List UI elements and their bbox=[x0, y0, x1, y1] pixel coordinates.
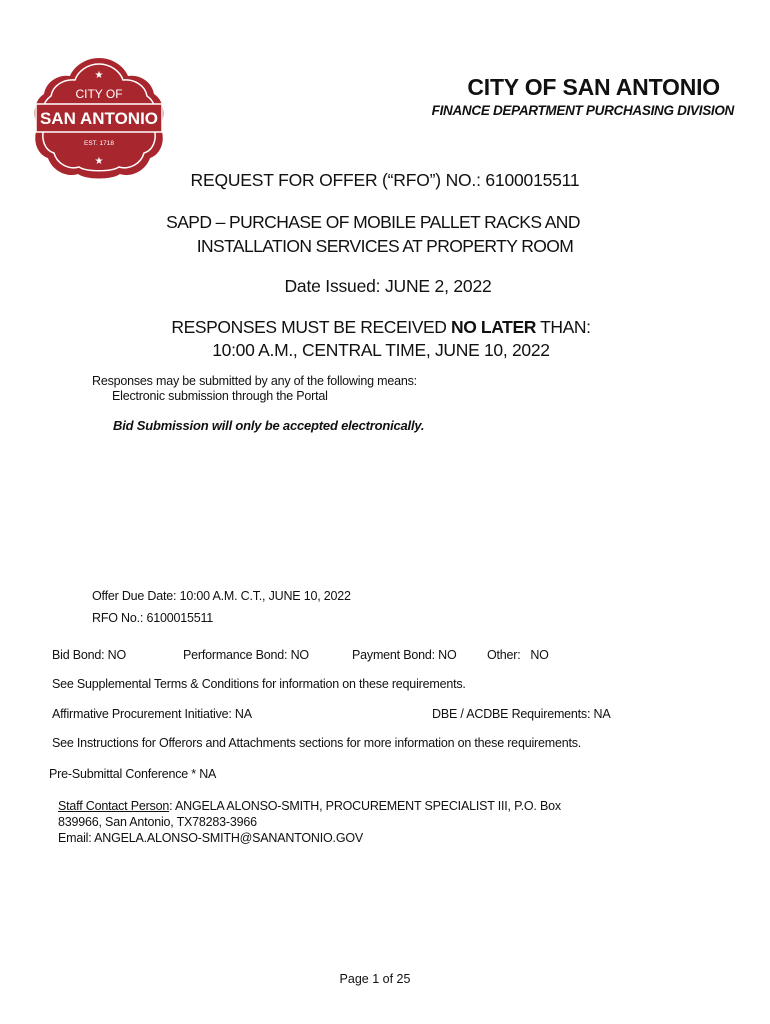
responses-suffix: THAN: bbox=[535, 317, 591, 337]
electronic-only-notice: Bid Submission will only be accepted electronically. bbox=[113, 418, 425, 433]
supplemental-terms: See Supplemental Terms & Conditions for information on these requirements. bbox=[52, 677, 466, 691]
project-title-line-2: INSTALLATION SERVICES AT PROPERTY ROOM bbox=[196, 236, 574, 256]
page-number: Page 1 of 25 bbox=[339, 972, 411, 986]
payment-bond: Payment Bond: NO bbox=[352, 648, 457, 662]
submission-means: Responses may be submitted by any of the following means: bbox=[92, 374, 417, 388]
contact-line-1 bbox=[58, 799, 561, 813]
performance-bond: Performance Bond: NO bbox=[183, 648, 309, 662]
logo-text-top: CITY OF bbox=[75, 87, 123, 101]
contact-address: 839966, San Antonio, TX78283-3966 bbox=[58, 815, 257, 829]
date-issued: Date Issued: JUNE 2, 2022 bbox=[284, 276, 492, 296]
responses-deadline-notice bbox=[0, 317, 766, 338]
dbe-requirements: DBE / ACDBE Requirements: NA bbox=[432, 707, 611, 721]
organization-title: CITY OF SAN ANTONIO bbox=[467, 74, 720, 100]
city-seal-logo bbox=[32, 54, 166, 180]
offer-due-date: Offer Due Date: 10:00 A.M. C.T., JUNE 10, 2022 bbox=[92, 589, 351, 603]
responses-prefix: RESPONSES MUST BE RECEIVED bbox=[171, 317, 452, 337]
project-title-line-1: SAPD – PURCHASE OF MOBILE PALLET RACKS AND bbox=[166, 212, 580, 232]
rfo-number-heading: REQUEST FOR OFFER (“RFO”) NO.: 6100015511 bbox=[190, 170, 580, 190]
instructions-note: See Instructions for Offerors and Attachments sections for more information on these requirements. bbox=[52, 736, 582, 750]
pre-submittal-conference: Pre-Submittal Conference * NA bbox=[49, 767, 217, 781]
logo-text-main: SAN ANTONIO bbox=[39, 109, 159, 128]
affirmative-procurement: Affirmative Procurement Initiative: NA bbox=[52, 707, 252, 721]
logo-text-est: EST. 1718 bbox=[84, 140, 114, 147]
rfo-number: RFO No.: 6100015511 bbox=[92, 611, 214, 625]
contact-label: Staff Contact Person bbox=[58, 799, 170, 813]
contact-name-title: : ANGELA ALONSO-SMITH, PROCUREMENT SPECIALIST III, P.O. Box bbox=[169, 799, 561, 813]
responses-bold: NO LATER bbox=[451, 317, 536, 337]
responses-deadline-time: 10:00 A.M., CENTRAL TIME, JUNE 10, 2022 bbox=[212, 340, 550, 360]
bid-bond: Bid Bond: NO bbox=[52, 648, 127, 662]
submission-electronic: Electronic submission through the Portal bbox=[112, 389, 328, 403]
star-icon: ★ bbox=[94, 156, 104, 167]
contact-email: Email: ANGELA.ALONSO-SMITH@SANANTONIO.GOV bbox=[58, 831, 364, 845]
star-icon: ★ bbox=[94, 70, 104, 81]
other-bond: Other: NO bbox=[487, 648, 549, 662]
department-subtitle: FINANCE DEPARTMENT PURCHASING DIVISION bbox=[431, 103, 734, 118]
